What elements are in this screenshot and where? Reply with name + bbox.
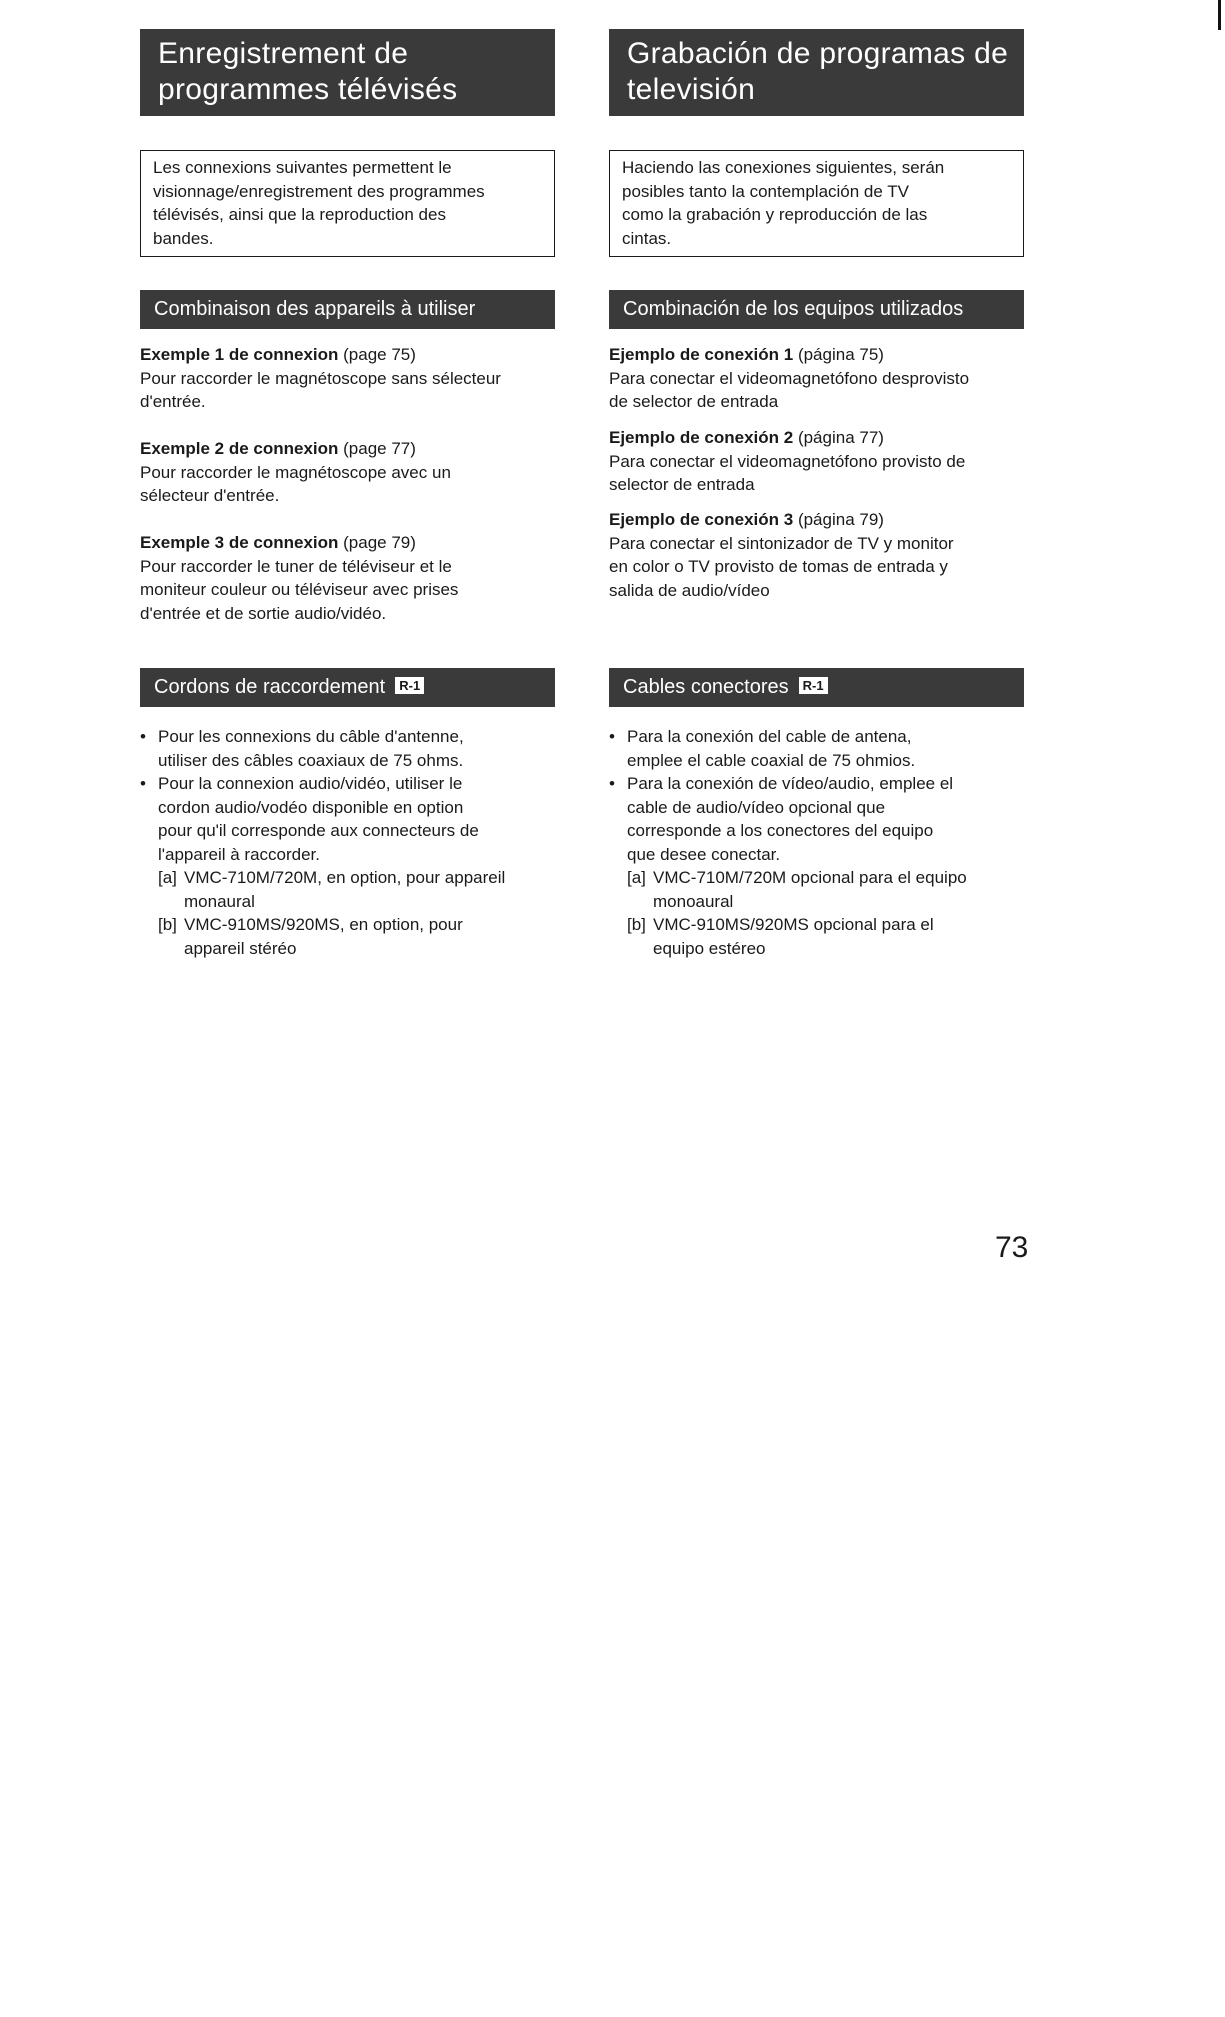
french-intro-line: Les connexions suivantes permettent le bbox=[153, 158, 452, 177]
french-example-2-line: Pour raccorder le magnétoscope avec un bbox=[140, 462, 451, 482]
french-example-2-line: sélecteur d'entrée. bbox=[140, 486, 280, 505]
spanish-example-1 bbox=[609, 343, 969, 414]
spanish-title-line: Grabación de programas de bbox=[627, 37, 1009, 70]
spanish-example-2-line: selector de entrada bbox=[609, 475, 755, 494]
spanish-example-2-line: Para conectar el videomagnetófono provisto de bbox=[609, 451, 966, 471]
french-title bbox=[140, 29, 555, 116]
french-intro-line: visionnage/enregistrement des programmes bbox=[153, 181, 485, 201]
french-example-1-ref: (page 75) bbox=[338, 345, 416, 364]
spanish-example-3-ref: (página 79) bbox=[793, 510, 884, 529]
french-item-a-label: [a] bbox=[158, 868, 177, 887]
bullet-dot-icon: • bbox=[609, 774, 615, 793]
spanish-example-1-line: de selector de entrada bbox=[609, 392, 779, 411]
spanish-section-combinacion: Combinación de los equipos utilizados bbox=[609, 290, 1024, 329]
french-item-a-cont: monaural bbox=[184, 891, 255, 911]
french-example-3-label: Exemple 3 de connexion bbox=[140, 533, 339, 552]
spanish-item-b-cont: equipo estéreo bbox=[653, 938, 766, 958]
spanish-item-b: [b] VMC-910MS/920MS opcional para el bbox=[609, 913, 967, 937]
french-example-2 bbox=[140, 437, 451, 508]
french-bullet-list bbox=[140, 725, 505, 960]
spanish-title bbox=[609, 29, 1024, 116]
spanish-item-a: [a] VMC-710M/720M opcional para el equipo bbox=[609, 866, 967, 890]
french-item-b-cont: appareil stéréo bbox=[184, 938, 297, 958]
spanish-example-2-ref: (página 77) bbox=[793, 428, 884, 447]
french-example-1-label: Exemple 1 de connexion bbox=[140, 345, 339, 364]
spanish-section-cables-title: Cables conectores bbox=[623, 676, 789, 698]
french-bullet-1: • Pour les connexions du câble d'antenne, bbox=[140, 725, 505, 749]
spanish-bullet-list bbox=[609, 725, 967, 960]
spanish-intro-line: posibles tanto la contemplación de TV bbox=[622, 181, 909, 201]
french-example-1-line: Pour raccorder le magnétoscope sans sélecteur bbox=[140, 368, 501, 388]
french-bullet-2: • Pour la connexion audio/vidéo, utiliser le bbox=[140, 772, 505, 796]
spanish-bullet-1: • Para la conexión del cable de antena, bbox=[609, 725, 967, 749]
page-edge-mark bbox=[1218, 0, 1221, 30]
french-intro-line: bandes. bbox=[153, 228, 214, 248]
spanish-intro-box bbox=[609, 150, 1024, 257]
french-example-3-line: Pour raccorder le tuner de téléviseur et le bbox=[140, 556, 452, 576]
french-intro-line: télévisés, ainsi que la reproduction des bbox=[153, 205, 446, 224]
spanish-intro-line: Haciendo las conexiones siguientes, serán bbox=[622, 158, 945, 177]
french-bullet-2-cont: l'appareil à raccorder. bbox=[158, 844, 320, 864]
spanish-item-a-label: [a] bbox=[627, 868, 646, 887]
french-section-cordons bbox=[140, 668, 555, 707]
spanish-example-3-line: en color o TV provisto de tomas de entrada y bbox=[609, 557, 948, 576]
french-title-line: programmes télévisés bbox=[158, 73, 458, 106]
french-r1-badge: R-1 bbox=[395, 677, 424, 694]
spanish-example-2-label: Ejemplo de conexión 2 bbox=[609, 428, 794, 447]
spanish-example-1-ref: (página 75) bbox=[793, 345, 884, 364]
spanish-example-3 bbox=[609, 508, 954, 602]
spanish-bullet-2: • Para la conexión de vídeo/audio, emplee el bbox=[609, 772, 967, 796]
french-example-3-line: d'entrée et de sortie audio/vidéo. bbox=[140, 603, 387, 623]
french-example-3-ref: (page 79) bbox=[338, 533, 416, 552]
french-intro-box bbox=[140, 150, 555, 257]
spanish-title-line: televisión bbox=[627, 73, 756, 106]
french-example-2-ref: (page 77) bbox=[338, 439, 416, 458]
bullet-dot-icon: • bbox=[140, 727, 146, 746]
french-item-b: [b] VMC-910MS/920MS, en option, pour bbox=[140, 913, 505, 937]
spanish-r1-badge: R-1 bbox=[799, 677, 828, 694]
bullet-dot-icon: • bbox=[609, 727, 615, 746]
page-number: 73 bbox=[995, 1231, 1029, 1264]
french-example-1-line: d'entrée. bbox=[140, 392, 206, 411]
spanish-example-3-label: Ejemplo de conexión 3 bbox=[609, 510, 794, 529]
spanish-example-3-line: Para conectar el sintonizador de TV y monitor bbox=[609, 533, 954, 553]
french-title-line: Enregistrement de bbox=[158, 37, 409, 70]
french-example-2-label: Exemple 2 de connexion bbox=[140, 439, 339, 458]
french-section-cordons-title: Cordons de raccordement bbox=[154, 676, 386, 698]
french-example-1 bbox=[140, 343, 501, 414]
french-item-a: [a] VMC-710M/720M, en option, pour appareil bbox=[140, 866, 505, 890]
spanish-bullet-2-cont: que desee conectar. bbox=[627, 844, 781, 864]
spanish-item-b-label: [b] bbox=[627, 915, 646, 934]
french-example-3-line: moniteur couleur ou téléviseur avec prises bbox=[140, 580, 459, 599]
french-bullet-2-cont: cordon audio/vodéo disponible en option bbox=[158, 797, 464, 817]
spanish-bullet-1-cont: emplee el cable coaxial de 75 ohmios. bbox=[627, 750, 916, 770]
spanish-item-a-cont: monoaural bbox=[653, 891, 734, 911]
french-bullet-1-cont: utiliser des câbles coaxiaux de 75 ohms. bbox=[158, 750, 464, 770]
spanish-example-2 bbox=[609, 426, 965, 497]
spanish-example-1-label: Ejemplo de conexión 1 bbox=[609, 345, 794, 364]
spanish-example-3-line: salida de audio/vídeo bbox=[609, 580, 770, 600]
spanish-bullet-2-cont: corresponde a los conectores del equipo bbox=[627, 821, 934, 840]
french-example-3 bbox=[140, 531, 458, 625]
bullet-dot-icon: • bbox=[140, 774, 146, 793]
spanish-intro-line: como la grabación y reproducción de las bbox=[622, 205, 928, 224]
spanish-bullet-2-cont: cable de audio/vídeo opcional que bbox=[627, 797, 886, 817]
french-section-combinaison: Combinaison des appareils à utiliser bbox=[140, 290, 555, 329]
spanish-example-1-line: Para conectar el videomagnetófono desprovisto bbox=[609, 368, 970, 388]
spanish-section-cables bbox=[609, 668, 1024, 707]
french-item-b-label: [b] bbox=[158, 915, 177, 934]
spanish-intro-line: cintas. bbox=[622, 228, 672, 248]
french-bullet-2-cont: pour qu'il corresponde aux connecteurs de bbox=[158, 821, 479, 840]
